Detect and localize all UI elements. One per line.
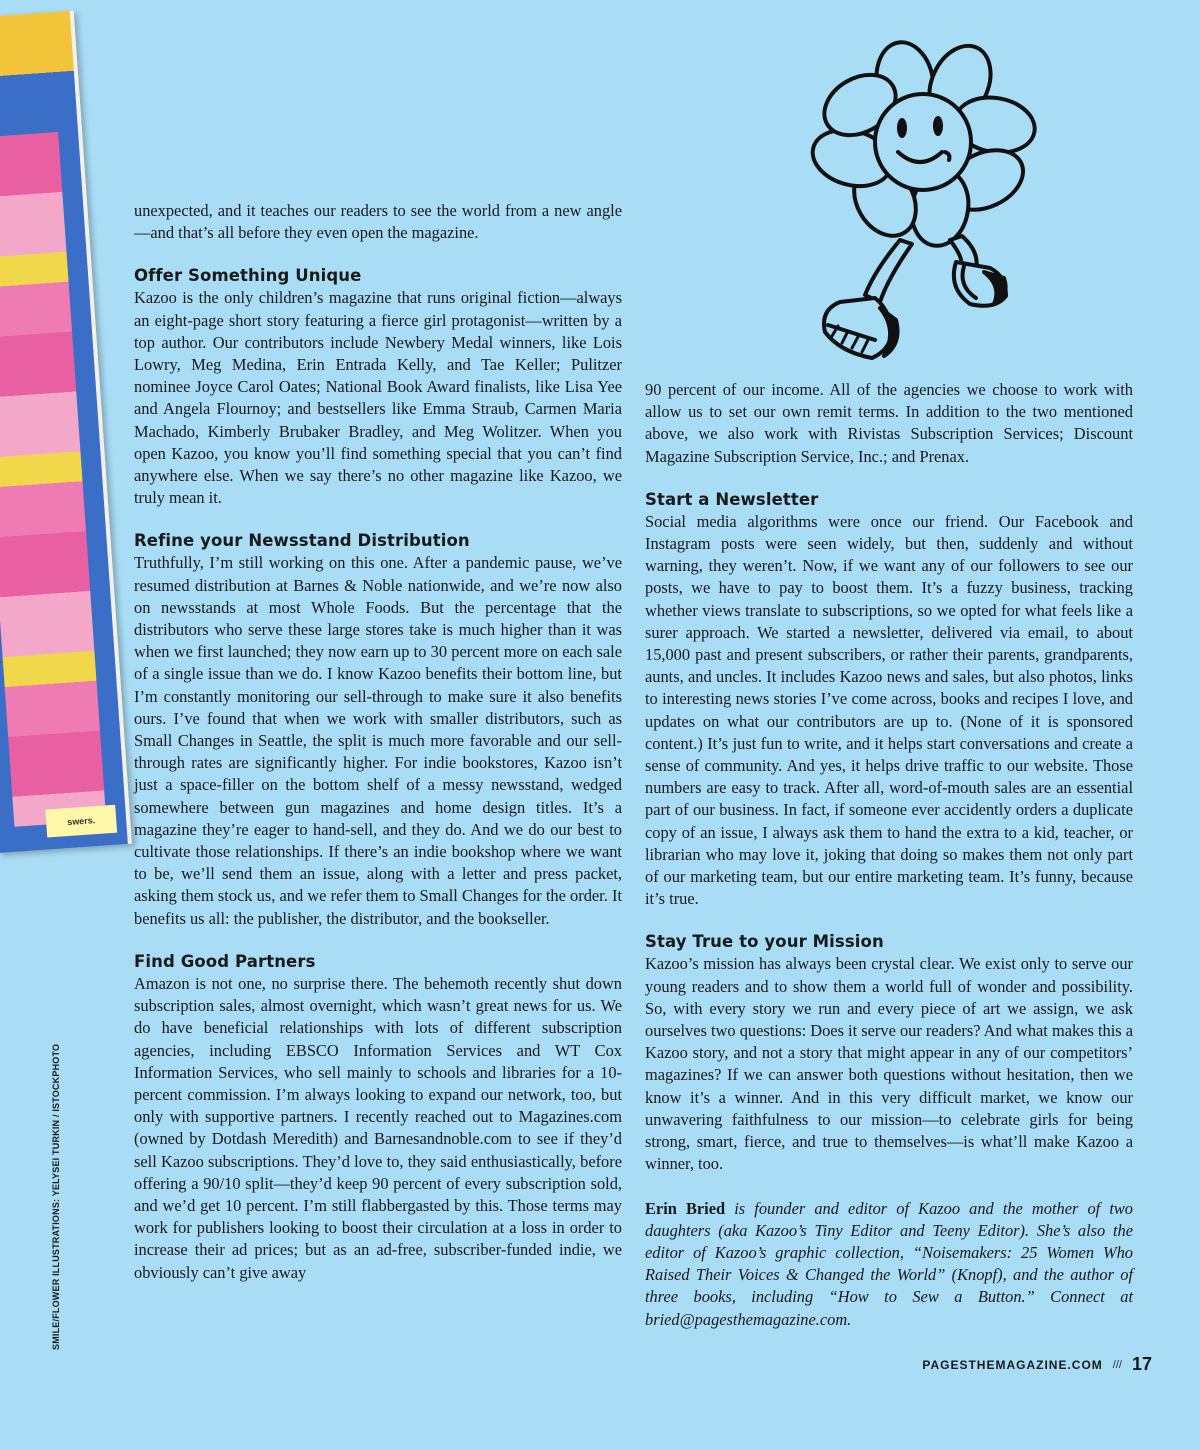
right-eye — [933, 116, 943, 136]
body-paragraph: Amazon is not one, no surprise there. The behemoth recently shut down subscription sales, almost overnight, which wasn’t great news for us. We do have beneficial relationships with lots of different subscription agencies, including EBSCO Information Services and WT Cox Information Services, who sell mainly to schools and libraries for a 10-percent commission. I’m always looking to expand our network, too, but only with supportive partners. I recently reached out to Magazines.com (owned by Dotdash Meredith) and Barnesandnoble.com to see if they’d sell Kazoo subscriptions. They’d love to, they said enthusiastically, before offering a 90/10 split—they’d keep 90 percent of every subscription sold, and we’d get 10 percent. I’m still flabbergasted by this. Those terms may work for publishers looking to boost their circulation at a loss in order to increase their ad prices; but as an ad-free, subscriber-funded indie, we obviously can’t give away — [134, 973, 622, 1282]
illustration-credit — [51, 1043, 63, 1350]
article-right-column — [645, 379, 1133, 1331]
left-leg — [865, 240, 912, 302]
walking-flower-illustration — [780, 40, 1110, 370]
heading-refine-newsstand-distribution: Refine your Newsstand Distribution — [134, 531, 470, 551]
magazine-cover-art — [0, 132, 106, 827]
heading-stay-true-to-mission: Stay True to your Mission — [645, 932, 884, 952]
page-number: 17 — [1131, 1354, 1152, 1374]
author-name: Erin Bried — [645, 1198, 726, 1218]
footer-separator: /// — [1112, 1358, 1122, 1371]
page-footer — [922, 1354, 1152, 1375]
heading-start-a-newsletter: Start a Newsletter — [645, 489, 819, 509]
magazine-cover-edge — [0, 11, 132, 853]
author-bio — [645, 1198, 1133, 1331]
intro-paragraph: unexpected, and it teaches our readers to see the world from a new angle—and that’s all before they even open the magazine. — [134, 201, 622, 243]
illustration-credit-text: SMILE/FLOWER ILLUSTRATIONS: YELYSEI TURKIN / ISTOCKPHOTO — [51, 1043, 61, 1350]
article-left-column — [134, 200, 622, 1284]
body-paragraph: Social media algorithms were once our friend. Our Facebook and Instagram posts were seen widely, but then, suddenly and without warning, they weren’t. Now, if we want any of our followers to see our posts, we have to pay to boost them. It’s a fuzzy business, tracking whether views translate to subscriptions, so we opted for what feels like a surer approach. We started a newsletter, delivered via email, to about 15,000 past and present subscribers, or rather their parents, grandparents, aunts, and uncles. It includes Kazoo news and sales, but also photos, links to interesting news stories I’ve come across, books and recipes I love, and updates on what our contributors are up to. (None of it is sponsored content.) It’s just fun to write, and it helps start conversations and create a sense of community. And yes, it helps drive traffic to our website. Those numbers are easy to track. After all, word-of-mouth sales are an essential part of our business. In fact, if someone ever accidently orders a duplicate copy of an issue, I always ask them to hand the extra to a kid, teacher, or librarian who may love it, joking that doing so makes them not only part of our marketing team, but our entire marketing team. It’s funny, because it’s true. — [645, 511, 1133, 909]
author-bio-text: is founder and editor of Kazoo and the mother of two daughters (aka Kazoo’s Tiny Editor and Teeny Editor). She’s also the editor of Kazoo’s graphic collection, “Noisemakers: 25 Women Who Raised Their Voices & Changed the World” (Knopf), and the author of three books, including “How to Sew a Button.” Connect at bried@pagesthemagazine.com. — [645, 1198, 1133, 1329]
left-eye — [897, 118, 907, 138]
body-paragraph: Kazoo is the only children’s magazine that runs original fiction—always an eight-page short story featuring a fierce girl protagonist—written by a top author. Our contributors include Newbery Medal winners, like Lois Lowry, Meg Medina, Erin Entrada Kelly, and Tae Keller; Pulitzer nominee Joyce Carol Oates; National Book Award finalists, like Lisa Yee and Angela Flournoy; and bestsellers like Emma Straub, Carmen Maria Machado, Kimberly Brubaker Bradley, and Meg Wolitzer. When you open Kazoo, you know you’ll find something special that you can’t find anywhere else. When we say there’s no other magazine like Kazoo, we truly mean it. — [134, 288, 622, 508]
flower-face — [875, 94, 971, 190]
body-paragraph: Kazoo’s mission has always been crystal clear. We exist only to serve our young readers and to show them a world full of wonder and possibility. So, with every story we run and every piece of art we assign, we ask ourselves two questions: Does it serve our readers? And what makes this a Kazoo story, and not a story that might appear in any of our competitors’ magazines? If we can answer both questions without hesitation, then we know it’s a winner. And in this very difficult market, we know our unwavering faithfulness to our mission—to celebrate girls for being strong, smart, fierce, and true to themselves—is what’ll make Kazoo a winner, too. — [645, 954, 1133, 1174]
continuation-paragraph: 90 percent of our income. All of the agencies we choose to work with allow us to set our own remit terms. In addition to the two mentioned above, we also work with Rivistas Subscription Services; Discount Magazine Subscription Service, Inc.; and Prenax. — [645, 380, 1133, 466]
footer-website: PAGESTHEMAGAZINE.COM — [922, 1357, 1103, 1372]
body-paragraph: Truthfully, I’m still working on this one. After a pandemic pause, we’ve resumed distribution at Barnes & Noble nationwide, and we’re now also on newsstands at most Whole Foods. But the percentage that the distributors who serve these large stores take is much higher than it was when we first launched; they now earn up to 30 percent more on each sale of a single issue than we do. I know Kazoo benefits their bottom line, but I’m constantly monitoring our sell-through to make sure it also benefits ours. I’ve found that when we work with smaller distributors, such as Small Changes in Seattle, the split is much more favorable and our sell-through rates are significantly higher. For indie bookstores, Kazoo isn’t just a space-filler on the bottom shelf of a messy newsstand, wedged somewhere between gun magazines and home design titles. It’s a magazine they’re eager to hand-sell, and they do. And we do our best to cultivate those relationships. If there’s an indie bookshop where we want to be, we’ll send them an issue, along with a letter and press packet, asking them stock us, and we refer them to Small Changes for the order. It benefits us all: the publisher, the distributor, and the bookseller. — [134, 553, 622, 928]
magazine-cover-label: swers. — [45, 805, 117, 838]
heading-offer-something-unique: Offer Something Unique — [134, 266, 362, 286]
heading-find-good-partners: Find Good Partners — [134, 951, 316, 971]
